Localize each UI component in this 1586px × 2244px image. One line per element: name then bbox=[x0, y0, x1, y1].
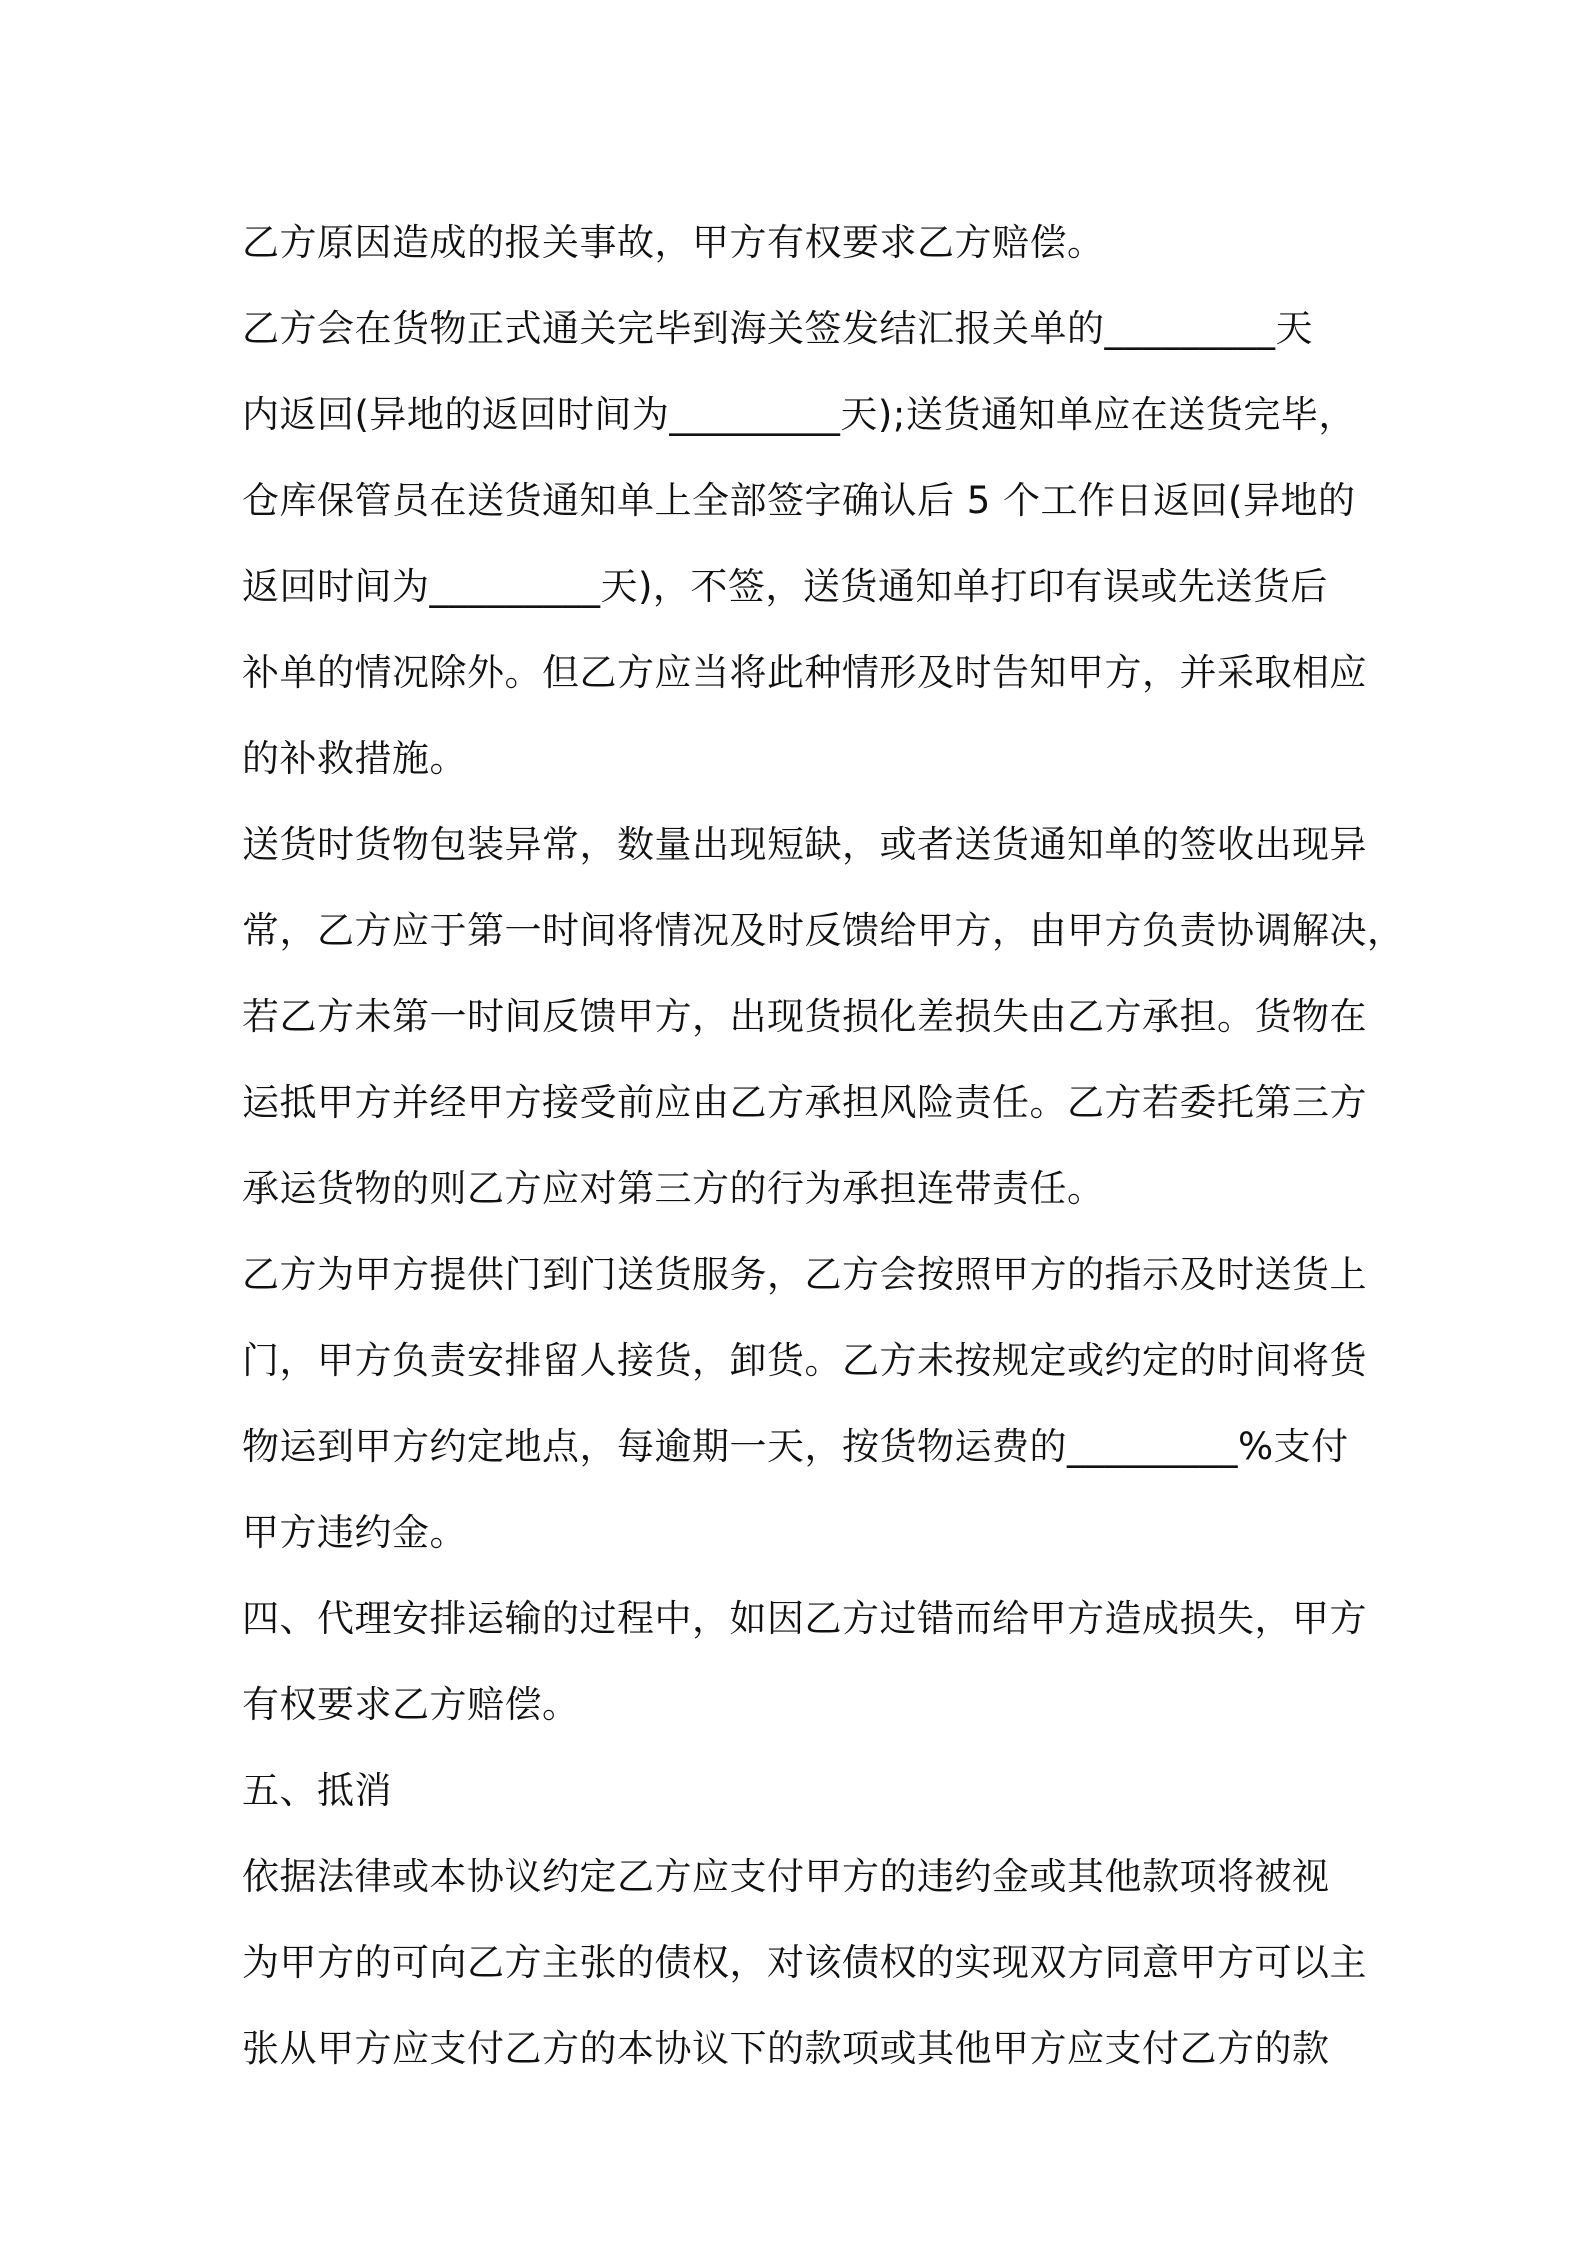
text-line: 的补救措施。 bbox=[242, 737, 467, 780]
text-line: 送货时货物包装异常，数量出现短缺，或者送货通知单的签收出现异 bbox=[242, 823, 1367, 866]
text-line: 依据法律或本协议约定乙方应支付甲方的违约金或其他款项将被视 bbox=[242, 1855, 1330, 1898]
text-line: 有权要求乙方赔偿。 bbox=[242, 1683, 580, 1726]
text-line: 补单的情况除外。但乙方应当将此种情形及时告知甲方，并采取相应 bbox=[242, 651, 1367, 694]
text-line: 乙方会在货物正式通关完毕到海关签发结汇报关单的_________天 bbox=[242, 307, 1313, 350]
text-line: 为甲方的可向乙方主张的债权，对该债权的实现双方同意甲方可以主 bbox=[242, 1941, 1367, 1984]
text-line: 乙方为甲方提供门到门送货服务，乙方会按照甲方的指示及时送货上 bbox=[242, 1253, 1367, 1296]
text-line: 内返回(异地的返回时间为_________天);送货通知单应在送货完毕， bbox=[242, 393, 1356, 436]
text-line: 承运货物的则乙方应对第三方的行为承担连带责任。 bbox=[242, 1167, 1105, 1210]
text-line: 物运到甲方约定地点，每逾期一天，按货物运费的_________%支付 bbox=[242, 1425, 1349, 1468]
text-line: 常，乙方应于第一时间将情况及时反馈给甲方，由甲方负责协调解决， bbox=[242, 909, 1405, 952]
text-line: 运抵甲方并经甲方接受前应由乙方承担风险责任。乙方若委托第三方 bbox=[242, 1081, 1367, 1124]
text-line: 乙方原因造成的报关事故，甲方有权要求乙方赔偿。 bbox=[242, 221, 1105, 264]
document-body bbox=[242, 200, 1405, 2092]
text-line: 甲方违约金。 bbox=[242, 1511, 467, 1554]
section-heading-4: 四、代理安排运输的过程中，如因乙方过错而给甲方造成损失，甲方 bbox=[242, 1597, 1367, 1640]
text-line: 若乙方未第一时间反馈甲方，出现货损化差损失由乙方承担。货物在 bbox=[242, 995, 1367, 1038]
text-line: 张从甲方应支付乙方的本协议下的款项或其他甲方应支付乙方的款 bbox=[242, 2027, 1330, 2070]
section-heading-5: 五、抵消 bbox=[242, 1769, 392, 1812]
text-line: 门，甲方负责安排留人接货，卸货。乙方未按规定或约定的时间将货 bbox=[242, 1339, 1367, 1382]
text-line: 返回时间为_________天)，不签，送货通知单打印有误或先送货后 bbox=[242, 565, 1328, 608]
text-line: 仓库保管员在送货通知单上全部签字确认后 5 个工作日返回(异地的 bbox=[242, 479, 1356, 522]
